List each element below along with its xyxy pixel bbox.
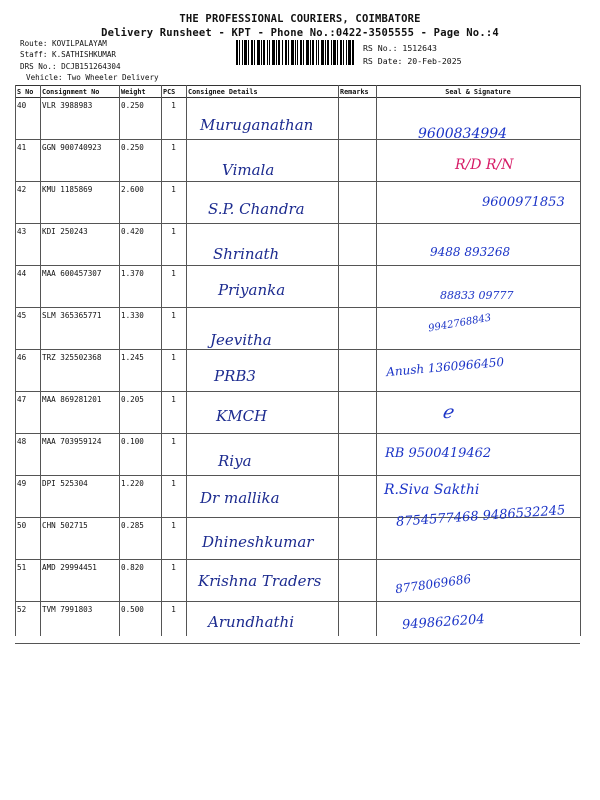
table-row [15,434,580,476]
cell-consignment: MAA 869281201 [40,392,119,434]
cell-consignment: SLM 365365771 [40,308,119,350]
cell-consignee [186,434,338,476]
runsheet-subtitle: Delivery Runsheet - KPT - Phone No.:0422-3505555 - Page No.:4 [101,27,499,39]
cell-pcs: 1 [161,392,186,434]
handwritten-signature: R.Siva Sakthi [384,482,480,498]
table-header [15,86,580,98]
cell-remarks [338,602,376,644]
cell-remarks [338,266,376,308]
cell-pcs: 1 [161,140,186,182]
table-row [15,602,580,644]
cell-sno: 47 [15,392,40,434]
cell-pcs: 1 [161,266,186,308]
route-label: Route: KOVILPALAYAM [20,39,107,48]
cell-remarks [338,350,376,392]
grid-line [580,85,581,636]
handwritten-signature: 9600971853 [482,195,565,210]
cell-pcs: 1 [161,98,186,140]
cell-remarks [338,182,376,224]
grid-line [40,85,41,636]
cell-sno: 46 [15,350,40,392]
cell-sno: 49 [15,476,40,518]
cell-weight: 0.100 [119,434,161,476]
handwritten-consignee: Shrinath [213,245,280,263]
handwritten-consignee: PRB3 [214,367,256,385]
cell-remarks [338,308,376,350]
cell-weight: 0.250 [119,140,161,182]
table-row [15,308,580,350]
cell-weight: 1.370 [119,266,161,308]
grid-line [119,85,120,636]
handwritten-consignee: Dhineshkumar [202,533,314,551]
handwritten-consignee: S.P. Chandra [208,200,305,218]
cell-consignment: TVM 7991803 [40,602,119,644]
cell-consignment: TRZ 325502368 [40,350,119,392]
col-sno: S No [15,86,40,98]
handwritten-signature: 9600834994 [418,126,508,142]
cell-sno: 51 [15,560,40,602]
handwritten-signature: R/D R/N [455,157,514,173]
company-title: THE PROFESSIONAL COURIERS, COIMBATORE [179,13,421,25]
handwritten-consignee: Riya [218,452,252,470]
handwritten-consignee: Priyanka [218,281,286,299]
handwritten-consignee: Krishna Traders [198,572,322,590]
cell-consignment: MAA 600457307 [40,266,119,308]
handwritten-signature: 8778069686 [394,571,472,597]
cell-pcs: 1 [161,476,186,518]
cell-remarks [338,476,376,518]
cell-weight: 0.420 [119,224,161,266]
col-remarks: Remarks [338,86,376,98]
cell-weight: 0.285 [119,518,161,560]
handwritten-signature: 9942768843 [427,312,493,335]
handwritten-signature: 88833 09777 [440,289,514,302]
cell-remarks [338,224,376,266]
cell-remarks [338,434,376,476]
table-row [15,392,580,434]
handwritten-signature: RB 9500419462 [385,446,492,461]
cell-remarks [338,98,376,140]
grid-line [338,85,339,636]
cell-weight: 1.220 [119,476,161,518]
cell-sno: 52 [15,602,40,644]
handwritten-consignee: Vimala [222,161,275,179]
grid-line [161,85,162,636]
col-pcs: PCS [161,86,186,98]
cell-pcs: 1 [161,560,186,602]
cell-pcs: 1 [161,518,186,560]
cell-consignment: KDI 250243 [40,224,119,266]
cell-pcs: 1 [161,602,186,644]
cell-signature [376,392,580,434]
cell-remarks [338,392,376,434]
cell-consignment: VLR 3988983 [40,98,119,140]
cell-weight: 0.500 [119,602,161,644]
cell-pcs: 1 [161,224,186,266]
col-consignee: Consignee Details [186,86,338,98]
cell-remarks [338,140,376,182]
handwritten-signature: 8754577468 9486532245 [395,503,566,530]
cell-remarks [338,560,376,602]
handwritten-signature: 9488 893268 [430,245,511,259]
cell-sno: 45 [15,308,40,350]
grid-line [15,85,16,636]
grid-line [376,85,377,636]
cell-consignment: KMU 1185869 [40,182,119,224]
col-consignment: Consignment No [40,86,119,98]
barcode [236,40,354,65]
cell-sno: 40 [15,98,40,140]
cell-sno: 48 [15,434,40,476]
cell-weight: 1.245 [119,350,161,392]
cell-pcs: 1 [161,350,186,392]
cell-sno: 42 [15,182,40,224]
cell-weight: 2.600 [119,182,161,224]
drs-label: DRS No.: DCJB151264304 [20,62,121,71]
cell-sno: 50 [15,518,40,560]
cell-sno: 43 [15,224,40,266]
handwritten-signature: 9498626204 [401,612,486,633]
handwritten-consignee: Arundhathi [208,613,295,631]
cell-consignee [186,350,338,392]
cell-pcs: 1 [161,434,186,476]
staff-label: Staff: K.SATHISHKUMAR [20,50,117,59]
handwritten-consignee: Muruganathan [200,116,314,134]
vehicle-label: Vehicle: Two Wheeler Delivery [26,73,159,82]
cell-weight: 0.205 [119,392,161,434]
rs-number: RS No.: 1512643 [363,43,437,53]
signature-scribble-47: ℯ [442,402,453,423]
cell-consignment: DPI 525304 [40,476,119,518]
cell-weight: 0.820 [119,560,161,602]
cell-consignment: GGN 900740923 [40,140,119,182]
rs-info [363,42,462,68]
rs-date: RS Date: 20-Feb-2025 [363,56,462,66]
cell-weight: 0.250 [119,98,161,140]
cell-remarks [338,518,376,560]
cell-consignment: CHN 502715 [40,518,119,560]
handwritten-consignee: Dr mallika [200,489,280,507]
col-weight: Weight [119,86,161,98]
cell-sno: 41 [15,140,40,182]
cell-pcs: 1 [161,308,186,350]
cell-weight: 1.330 [119,308,161,350]
handwritten-consignee: Jeevitha [210,331,272,349]
grid-line [186,85,187,636]
handwritten-signature: Anush 1360966450 [385,354,505,380]
cell-pcs: 1 [161,182,186,224]
cell-consignment: MAA 703959124 [40,434,119,476]
handwritten-consignee: KMCH [216,407,268,425]
col-signature: Seal & Signature [376,86,580,98]
cell-consignment: AMD 29994451 [40,560,119,602]
cell-sno: 44 [15,266,40,308]
